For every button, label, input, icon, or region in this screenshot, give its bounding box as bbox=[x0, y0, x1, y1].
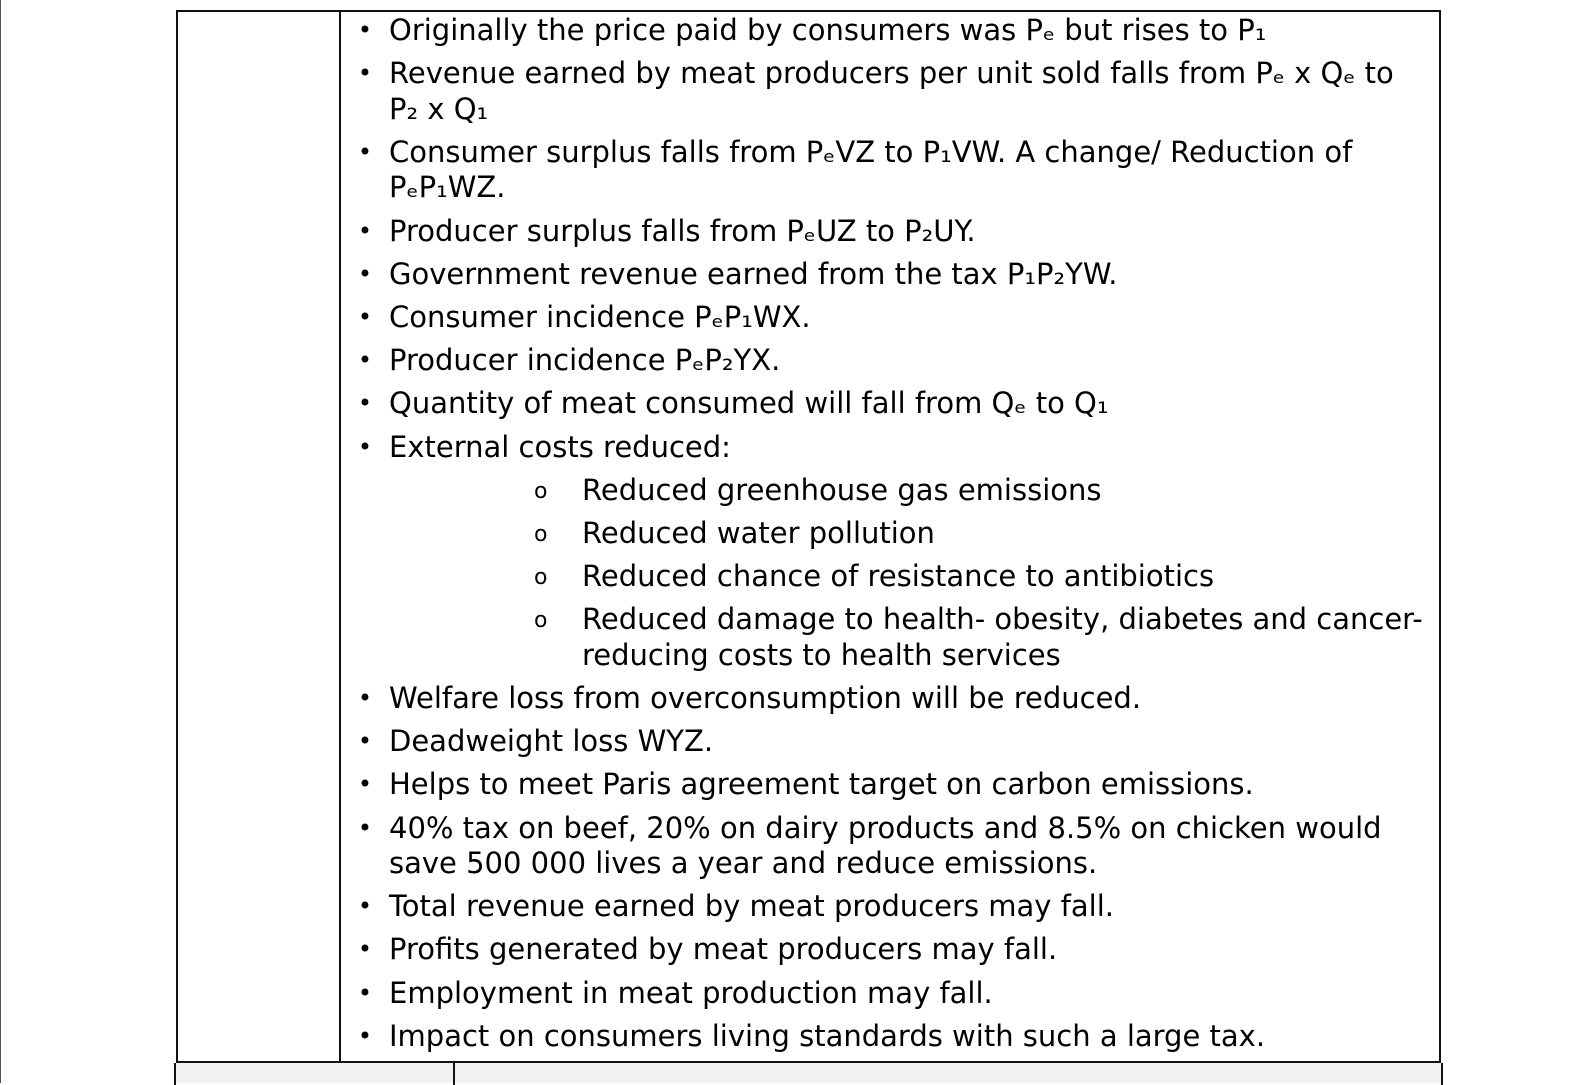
column-divider bbox=[339, 10, 341, 1083]
bullet-icon: • bbox=[357, 346, 373, 375]
list-item-text: Total revenue earned by meat producers may fall. bbox=[389, 889, 1114, 924]
bullet-icon: • bbox=[357, 432, 373, 461]
page-edge bbox=[0, 0, 1, 1083]
sub-list-item bbox=[389, 516, 1430, 552]
list-item-text: Deadweight loss WYZ. bbox=[389, 724, 714, 759]
bullet-icon: • bbox=[357, 302, 373, 331]
bullet-icon: • bbox=[357, 259, 373, 288]
bullet-icon: • bbox=[357, 978, 373, 1007]
bullet-icon: • bbox=[357, 137, 373, 166]
sub-list-item-text: Reduced damage to health- obesity, diabetes and cancer- reducing costs to health services bbox=[582, 602, 1423, 672]
list-item-text: Originally the price paid by consumers was Pₑ but rises to P₁ bbox=[389, 13, 1267, 47]
circle-bullet-icon: o bbox=[534, 608, 548, 634]
list-item bbox=[350, 1019, 1430, 1055]
bullet-icon: • bbox=[357, 935, 373, 964]
sub-list-item bbox=[389, 473, 1430, 509]
list-item bbox=[350, 430, 1430, 674]
list-item-text: 40% tax on beef, 20% on dairy products and 8.5% on chicken would save 500 000 lives a year and reduce emissions. bbox=[389, 810, 1382, 880]
next-table-row bbox=[176, 1061, 1441, 1083]
list-item-text: Consumer incidence PₑP₁WX. bbox=[389, 299, 811, 334]
list-item bbox=[350, 976, 1430, 1012]
sub-list-item-text: Reduced greenhouse gas emissions bbox=[582, 472, 1102, 507]
row-column-divider bbox=[453, 1063, 455, 1085]
list-item bbox=[350, 811, 1430, 882]
bullet-icon: • bbox=[357, 1021, 373, 1050]
bullet-icon: • bbox=[357, 16, 373, 44]
list-item-text: Helps to meet Paris agreement target on carbon emissions. bbox=[389, 767, 1254, 802]
bullet-icon: • bbox=[357, 770, 373, 799]
list-item bbox=[350, 257, 1430, 293]
list-item bbox=[350, 386, 1430, 422]
list-item bbox=[350, 889, 1430, 925]
list-item-text: Revenue earned by meat producers per unit sold falls from Pₑ x Qₑ to P₂ x Q₁ bbox=[389, 56, 1394, 126]
list-item bbox=[350, 135, 1430, 206]
bullet-icon: • bbox=[357, 813, 373, 842]
sub-list-item-text: Reduced water pollution bbox=[582, 515, 935, 550]
bullet-icon: • bbox=[357, 59, 373, 88]
list-item-text: Profits generated by meat producers may fall. bbox=[389, 932, 1058, 967]
list-item-text: Government revenue earned from the tax P₁P₂YW. bbox=[389, 256, 1118, 291]
list-item bbox=[350, 343, 1430, 379]
bullet-icon: • bbox=[357, 727, 373, 756]
list-item-text: Producer incidence PₑP₂YX. bbox=[389, 343, 781, 378]
bullet-icon: • bbox=[357, 216, 373, 245]
bullet-list bbox=[350, 13, 1430, 1054]
sub-list-item bbox=[389, 559, 1430, 595]
list-item-text: Impact on consumers living standards with such a large tax. bbox=[389, 1018, 1266, 1053]
bullet-icon: • bbox=[357, 683, 373, 712]
list-item bbox=[350, 681, 1430, 717]
sub-bullet-list bbox=[389, 473, 1430, 674]
list-item-text: Producer surplus falls from PₑUZ to P₂UY. bbox=[389, 213, 976, 248]
list-item bbox=[350, 932, 1430, 968]
row-edge-left bbox=[174, 1063, 176, 1085]
list-item bbox=[350, 724, 1430, 760]
list-item bbox=[350, 214, 1430, 250]
list-item-text: External costs reduced: bbox=[389, 429, 731, 464]
list-item bbox=[350, 56, 1430, 127]
list-item-text: Employment in meat production may fall. bbox=[389, 975, 993, 1010]
answer-content bbox=[350, 13, 1430, 1062]
row-edge-right bbox=[1441, 1063, 1443, 1085]
sub-list-item bbox=[389, 602, 1430, 673]
list-item-text: Welfare loss from overconsumption will be reduced. bbox=[389, 680, 1142, 715]
sub-list-item-text: Reduced chance of resistance to antibiotics bbox=[582, 559, 1215, 594]
circle-bullet-icon: o bbox=[534, 478, 548, 504]
bullet-icon: • bbox=[357, 892, 373, 921]
circle-bullet-icon: o bbox=[534, 565, 548, 591]
circle-bullet-icon: o bbox=[534, 521, 548, 547]
list-item bbox=[350, 767, 1430, 803]
list-item-text: Consumer surplus falls from PₑVZ to P₁VW. A change/ Reduction of PₑP₁WZ. bbox=[389, 134, 1353, 205]
list-item-text: Quantity of meat consumed will fall from Qₑ to Q₁ bbox=[389, 386, 1109, 421]
list-item bbox=[350, 300, 1430, 336]
bullet-icon: • bbox=[357, 389, 373, 418]
list-item bbox=[350, 13, 1430, 49]
